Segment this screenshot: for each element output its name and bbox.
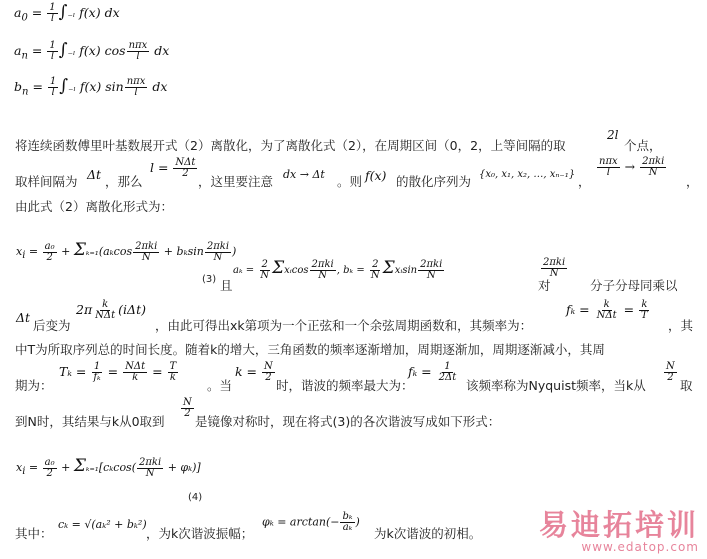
formula-eq3: $x_i$ = $\frac{\text{a₀}}{2}$ + Σₖ₌₁(aₖcos $\frac{\text{2πki}}{N}$ + bₖsin $\frac{\text{2πki}}{N}$ ) [16, 240, 237, 263]
period-is-text: 期为： [15, 378, 53, 393]
formula-delta-t-2: Δt [16, 310, 31, 325]
formula-angle: $\frac{\text{2πki}}{N}$ [543, 257, 566, 279]
formula-angle-rewrite: 2π $\frac{k}{\text{NΔt}}$ (iΔt) [76, 299, 146, 321]
formula-npix-map: $\frac{\text{nπx}}{l}$ → $\frac{\text{2πki}}{N}$ [599, 156, 665, 178]
formula-an: $a_n$ = $\frac{1}{l}$ ∫₋ₗ f(x) cos $\frac{\text{nπx}}{l}$ dx [14, 40, 170, 62]
watermark [539, 510, 699, 554]
after-text: 后变为 [33, 318, 71, 333]
formula-delta-t: Δt [87, 167, 102, 182]
formula-sequence: {x₀, x₁, x₂, …, xₙ₋₁} [479, 169, 576, 180]
paragraph-3-text: 由此式（2）离散化形式为： [15, 199, 173, 214]
formula-a0: $a_0$ = $\frac{1}{l}$ ∫₋ₗ f(x) dx [14, 2, 120, 24]
formula-freq: fₖ = $\frac{k}{\text{NΔt}}$ = $\frac{k}{T}$ [566, 299, 648, 321]
formula-bn: $b_n$ = $\frac{1}{l}$ ∫₋ₗ f(x) sin $\frac{\text{nπx}}{l}$ dx [14, 76, 168, 98]
amplitude-text: ，为k次谐波振幅； [146, 526, 254, 541]
paragraph-1-text: 将连续函数傅里叶基数展开式（2）离散化，为了离散化式（2），在周期区间（0，2，上等间隔的取 [15, 138, 566, 153]
formula-half-n: $\frac{N}{2}$ [666, 361, 675, 383]
watermark-site-name: 易迪拓培训 [538, 508, 699, 542]
paragraph-2-text-a: 取样间隔为 [15, 174, 78, 189]
comma-sep-2: ， [686, 174, 699, 189]
formula-ak-bk: aₖ = $\frac{2}{N}$ Σxᵢcos $\frac{\text{2πki}}{N}$ , bₖ = $\frac{2}{N}$ Σxᵢsin $\frac{\text{2πki}}{N}$ [233, 258, 443, 281]
same-text: 分子分母同乘以 [590, 278, 678, 293]
paragraph-2-text-d: 。则 [337, 174, 363, 189]
formula-phik: φₖ = arctan(− $\frac{\text{bₖ}}{\text{aₖ}}$ ) [262, 511, 360, 533]
equation-3-label: (3) [202, 274, 217, 285]
formula-dx-dt: dx → Δt [283, 168, 325, 181]
line-4-text: 到N时，其结果与k从0取到 [15, 414, 165, 429]
dang-text: 。当 [207, 378, 233, 393]
where-text: 其中： [15, 526, 53, 541]
comma-sep: ， [578, 174, 591, 189]
qizhong-text: ，其 [668, 318, 694, 333]
dui-text: 对 [538, 278, 551, 293]
phase-text: 为k次谐波的初相。 [374, 526, 482, 541]
paragraph-1-tail: 个点， [624, 138, 662, 153]
formula-fx: f(x) [365, 168, 387, 183]
paragraph-line-2: 中T为所取序列总的时间长度。随着k的增大，三角函数的频率逐渐增加，周期逐渐加，周期逐渐减小，其周 [15, 342, 605, 357]
watermark-url: www.edatop.com [581, 540, 699, 554]
paragraph-2-text-e: 的散化序列为 [396, 174, 472, 189]
formula-half-n-2: $\frac{N}{2}$ [183, 397, 192, 419]
and-text: 且 [220, 278, 233, 293]
formula-2l: 2l [607, 128, 619, 142]
formula-ck: cₖ = √(aₖ² + bₖ²) [58, 518, 147, 531]
qu-text: 取 [680, 378, 693, 393]
formula-fmax: fₖ = $\frac{1}{2\Delta t}$ [408, 361, 457, 383]
shi-text: 时，谐波的频率最大为： [276, 378, 414, 393]
paragraph-2-text-c: ，这里要注意 [198, 174, 274, 189]
equation-4-label: (4) [188, 492, 203, 503]
paragraph-2-text-b: ，那么 [105, 174, 143, 189]
formula-eq4: $x_i$ = $\frac{\text{a₀}}{2}$ + Σₖ₌₁[cₖcos( $\frac{\text{2πki}}{N}$ + φₖ)] [16, 456, 201, 479]
mirror-text: 是镜像对称时，现在将式(3)的各次谐波写成如下形式： [195, 414, 501, 429]
then-text: ，由此可得出xk第项为一个正弦和一个余弦周期函数和，其频率为： [155, 318, 533, 333]
formula-period: Tₖ = $\frac{1}{\text{fₖ}}$ = $\frac{\text{NΔt}}{k}$ = $\frac{T}{k}$ [59, 361, 177, 383]
formula-k-half: k = $\frac{N}{2}$ [235, 361, 273, 383]
formula-l-def: l = $\frac{\text{NΔt}}{2}$ [150, 157, 196, 179]
nyquist-text: 该频率称为Nyquist频率，当k从 [466, 378, 646, 393]
